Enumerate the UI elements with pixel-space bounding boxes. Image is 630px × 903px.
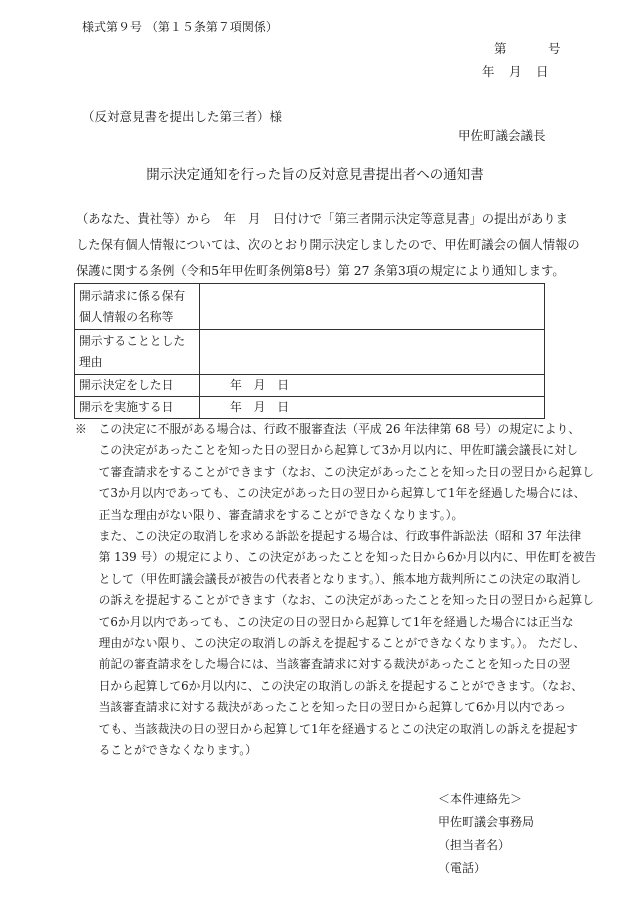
note-line: 正当な理由がない限り、審査請求をすることができなくなります。）。: [75, 507, 464, 522]
info-table: [74, 283, 545, 419]
note-line: また、この決定の取消しを求める訴訟を提起する場合は、行政事件訴訟法（昭和 37 年法律: [75, 529, 582, 544]
note-line: 前記の審査請求をした場合には、当該審査請求に対する裁決があったことを知った日の翌: [75, 657, 571, 672]
document-title: 開示決定通知を行った旨の反対意見書提出者への通知書: [146, 167, 484, 183]
table-value: [200, 330, 545, 375]
note-line: ても、当該裁決の日の翌日から起算して1年を経過するとこの決定の取消しの訴えを提起す: [75, 721, 578, 736]
document-number: 第 号: [494, 41, 562, 56]
table-value: [200, 284, 545, 330]
note-line: て3か月以内であっても、この決定があった日の翌日から起算して1年を経過した場合には、: [75, 486, 586, 501]
table-label: 開示決定をした日: [75, 375, 200, 397]
table-row: [75, 284, 545, 330]
table-label: 開示することとした 理由: [75, 330, 200, 375]
note-line: ※ この決定に不服がある場合は、行政不服審査法（平成 26 年法律第 68 号）の規定により、: [75, 422, 581, 436]
table-value: 年 月 日: [200, 375, 545, 397]
note-line: 当該審査請求に対する裁決があったことを知った日の翌日から起算して6か月以内であっ: [75, 700, 566, 715]
table-row: [75, 330, 545, 375]
table-label: 開示を実施する日: [75, 397, 200, 419]
sender: 甲佐町議会議長: [458, 128, 546, 143]
note-line: て6か月以内であっても、この決定の日の翌日から起算して1年を経過した場合には正当な: [75, 614, 574, 629]
notes-section: [75, 419, 597, 762]
note-line: として（甲佐町議会議長が被告の代表者となります。）、熊本地方裁判所にこの決定の取消し: [75, 571, 582, 586]
document-date: 年 月 日: [482, 64, 550, 79]
contact-block: [438, 788, 534, 880]
note-line: の訴えを提起することができます（なお、この決定があったことを知った日の翌日から起算し: [75, 593, 594, 608]
contact-office: 甲佐町議会事務局: [438, 815, 535, 829]
body-line: 保護に関する条例（令和5年甲佐町条例第8号）第 27 条第3項の規定により通知します。: [76, 264, 565, 278]
body-line: （あなた、貴社等）から 年 月 日付けで「第三者開示決定等意見書」の提出がありま: [76, 212, 568, 226]
addressee: （反対意見書を提出した第三者）様: [82, 109, 283, 124]
form-number: 様式第９号 （第１５条第７項関係）: [82, 20, 278, 34]
note-line: 理由がない限り、この決定の取消しの訴えを提起することができなくなります。）。 ただし、: [75, 636, 586, 651]
contact-phone: （電話）: [438, 861, 487, 875]
body-line: した保有個人情報については、次のとおり開示決定しましたので、甲佐町議会の個人情報の: [76, 238, 580, 252]
note-line: ることができなくなります。）: [75, 743, 257, 758]
note-line: て審査請求をすることができます（なお、この決定があったことを知った日の翌日から起算し: [75, 464, 594, 479]
table-value: 年 月 日: [200, 397, 545, 419]
note-line: 日から起算して6か月以内に、この決定の取消しの訴えを提起することができます。（なお、: [75, 678, 583, 693]
table-label: 開示請求に係る保有 個人情報の名称等: [75, 284, 200, 330]
table-row: [75, 397, 545, 419]
note-line: 第 139 号）の規定により、この決定があったことを知った日から6か月以内に、甲佐町を被告: [75, 550, 597, 565]
contact-person: （担当者名）: [438, 838, 511, 852]
note-line: この決定があったことを知った日の翌日から起算して3か月以内に、甲佐町議会議長に対し: [75, 443, 578, 458]
contact-heading: ＜本件連絡先＞: [438, 792, 523, 806]
table-row: [75, 375, 545, 397]
body-paragraph: [76, 206, 580, 284]
